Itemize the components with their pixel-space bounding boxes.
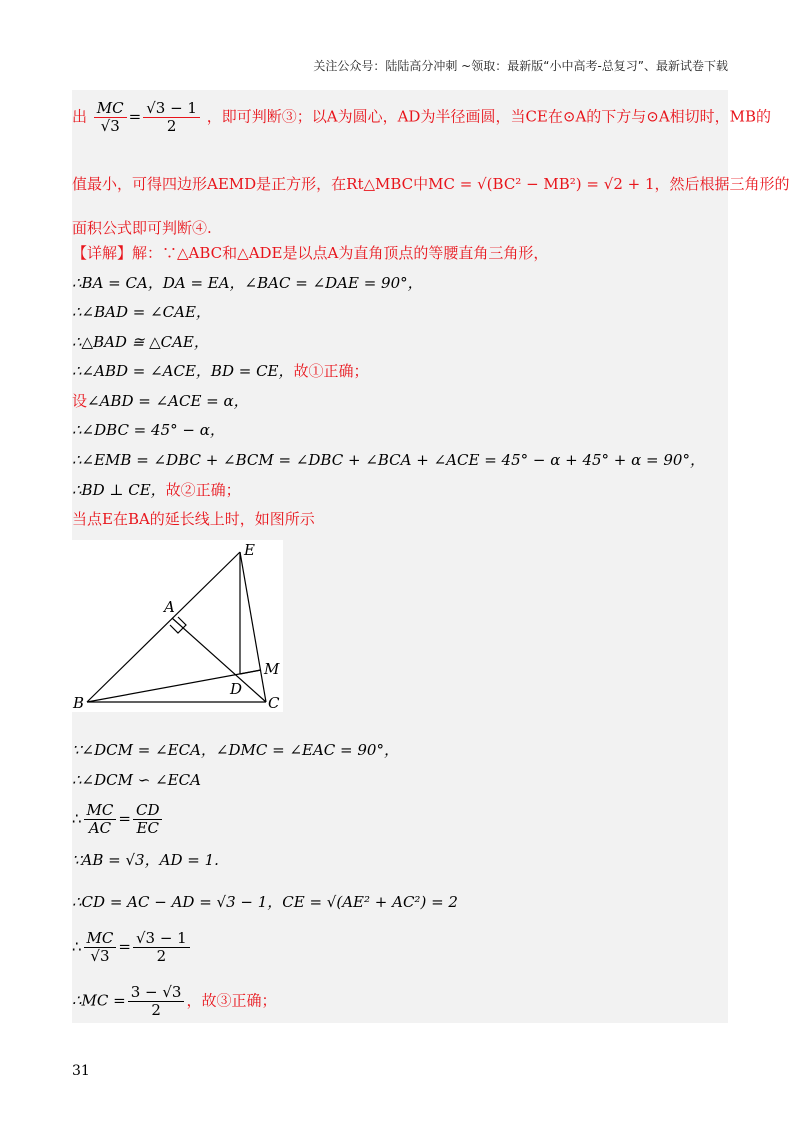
step-7: ∴∠EMB = ∠DBC + ∠BCM = ∠DBC + ∠BCA + ∠ACE = 45° − α + 45° + α = 90°， <box>72 451 705 469</box>
label-D: D <box>230 680 243 698</box>
hint-line-3: 面积公式即可判断④. <box>72 219 212 237</box>
step-t4: ∵AB = √3，AD = 1. <box>72 851 219 869</box>
label-A: A <box>164 598 175 616</box>
label-C: C <box>268 694 280 712</box>
hint-pre: 出 <box>72 107 88 126</box>
label-B: B <box>73 694 85 712</box>
triangle-diagram <box>72 540 283 712</box>
step-t1: ∵∠DCM = ∠ECA，∠DMC = ∠EAC = 90°， <box>72 741 399 759</box>
segment-AC <box>172 618 266 702</box>
detail-title: 【详解】 <box>72 244 133 262</box>
fraction-sqrt3-minus-1: $\frac{√3 - 1}{2}$ <box>133 930 190 965</box>
segment-BE <box>87 552 243 702</box>
segment-EC <box>240 552 266 702</box>
hint-line-2: 值最小，可得四边形AEMD是正方形，在Rt△MBC中MC = √(BC² − MB²) = √2 + 1，然后根据三角形的 <box>72 175 790 193</box>
fraction-MC-AC: $\frac{MC}{AC}$ <box>84 802 117 837</box>
detail-intro-line: 【详解】解：∵△ABC和△ADE是以点A为直角顶点的等腰直角三角形， <box>72 244 549 262</box>
label-M: M <box>264 660 280 678</box>
step-9: 当点E在BA的延长线上时，如图所示 <box>72 510 315 528</box>
hint-fraction-2: $\frac{√3 - 1}{2}$ <box>143 100 200 135</box>
step-t7: ∴MC = $\frac{3 - √3}{2}$ ，故③正确； <box>72 983 277 1019</box>
page-header: 关注公众号：陆陆高分冲刺 ~领取：最新版“小中高考-总复习”、最新试卷下载 <box>313 59 728 73</box>
hint-fraction-1: $\frac{MC}{√3}$ <box>94 100 127 135</box>
fraction-CD-EC: $\frac{CD}{EC}$ <box>133 802 163 837</box>
geometry-figure <box>72 540 283 712</box>
fraction-MC-sqrt3: $\frac{MC}{√3}$ <box>84 930 117 965</box>
step-1: ∴BA = CA，DA = EA，∠BAC = ∠DAE = 90°， <box>72 274 423 292</box>
step-4: ∴∠ABD = ∠ACE，BD = CE，故①正确； <box>72 362 369 380</box>
fraction-MC-result: $\frac{3 - √3}{2}$ <box>128 984 185 1019</box>
step-8: ∴BD ⊥ CE，故②正确； <box>72 481 241 499</box>
content-area <box>72 90 790 1023</box>
step-5: 设∠ABD = ∠ACE = α， <box>72 392 249 410</box>
page-number: 31 <box>72 1063 90 1079</box>
step-t5: ∴CD = AC − AD = √3 − 1，CE = √(AE² + AC²) = 2 <box>72 893 458 911</box>
step-t3: ∴ $\frac{MC}{AC}$ = $\frac{CD}{EC}$ <box>72 802 728 837</box>
hint-line-1: 出 $\frac{MC}{√3}$ = $\frac{√3 - 1}{2}$ ，即可判断③；以A为圆心，AD为半径画圆，当CE在⊙A的下方与⊙A相切时，MB的 <box>72 99 772 135</box>
step-3: ∴△BAD ≅ △CAE， <box>72 333 209 351</box>
right-angle-mark <box>170 617 186 633</box>
step-6: ∴∠DBC = 45° − α， <box>72 421 225 439</box>
segment-DM <box>240 670 261 674</box>
hint-post: ，即可判断③；以A为圆心，AD为半径画圆，当CE在⊙A的下方与⊙A相切时，MB的 <box>206 107 772 126</box>
step-t2: ∴∠DCM ∽ ∠ECA <box>72 771 201 789</box>
label-E: E <box>244 541 255 559</box>
step-2: ∴∠BAD = ∠CAE， <box>72 303 211 321</box>
step-t6: ∴ $\frac{MC}{√3}$ = $\frac{√3 - 1}{2}$ <box>72 930 728 965</box>
